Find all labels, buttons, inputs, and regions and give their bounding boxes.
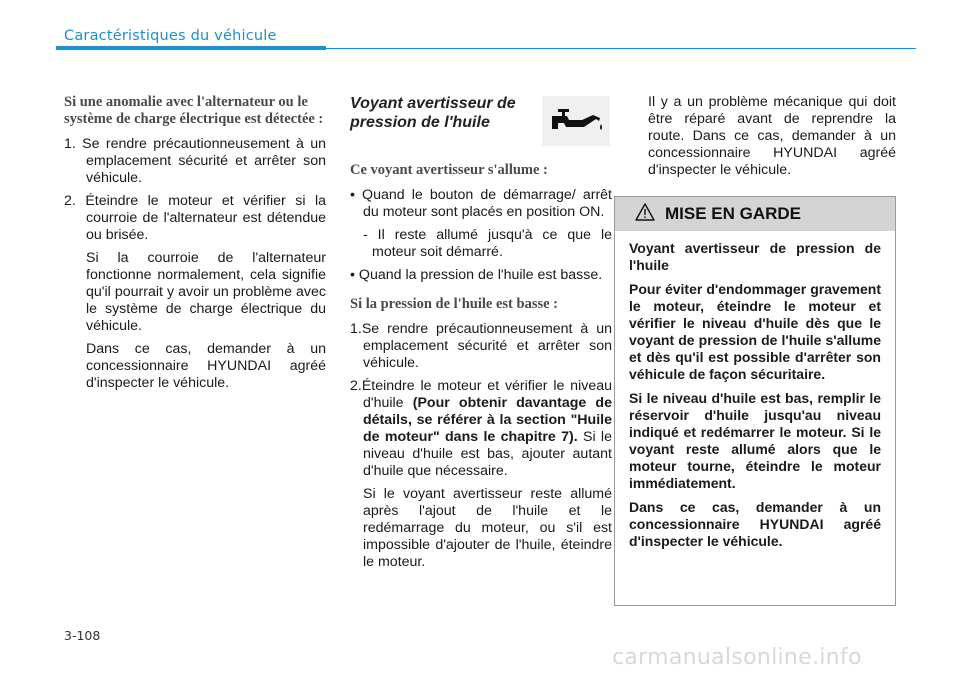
warning-header [615, 197, 895, 231]
oil-bullet-2: • Quand la pression de l'huile est basse. [350, 267, 603, 283]
oil-dash-1: - Il reste allumé jusqu'à ce que le moteur soit démarré. [363, 227, 612, 260]
header-rule-thin [326, 48, 916, 49]
warning-para-2: Pour éviter d'endommager gravement le moteur, éteindre le moteur et vérifier le niveau d'huile dès que le voyant de pression de l'huile s'allume et dès qu'il est possible d'arrêter son véhicule de façon sécuritaire. [629, 281, 881, 382]
oil-subhead-on: Ce voyant avertisseur s'allume : [350, 162, 548, 178]
oil-subhead-low: Si la pression de l'huile est basse : [350, 296, 558, 312]
alternator-heading: Si une anomalie avec l'alternateur ou le système de charge électrique est détectée : [64, 94, 324, 127]
warning-title: MISE EN GARDE [665, 204, 802, 223]
warning-body [615, 231, 895, 550]
warning-para-4: Dans ce cas, demander à un concessionnaire HYUNDAI agréé d'inspecter le véhicule. [629, 499, 881, 549]
column-continued [648, 94, 896, 185]
warning-triangle-icon [635, 203, 655, 226]
header-rule-thick [56, 46, 326, 50]
page-number: 3-108 [64, 628, 101, 643]
mechanical-problem-text: Il y a un problème mécanique qui doit être réparé avant de reprendre la route. Dans ce cas, demander à un concessionnaire HYUNDAI agréé d'inspecter le véhicule. [648, 94, 896, 178]
oil-pressure-title: Voyant avertisseur de pression de l'huile [350, 95, 516, 131]
oil-step-2-bold: (Pour obtenir davantage de détails, se référer à la section "Huile de moteur" dans le chapitre 7). [363, 395, 612, 445]
alternator-step-2-para-2: Dans ce cas, demander à un concessionnaire HYUNDAI agréé d'inspecter le véhicule. [86, 341, 326, 391]
column-oil-pressure [350, 94, 612, 577]
section-title: Caractéristiques du véhicule [64, 28, 277, 44]
column-alternator [64, 94, 326, 398]
warning-para-3: Si le niveau d'huile est bas, remplir le réservoir d'huile jusqu'au niveau indiqué et redémarrer le moteur. Si le voyant reste allumé alors que le moteur tourne, éteindre le moteur immédiatement. [629, 390, 881, 491]
oil-step-1: 1.Se rendre précautionneusement à un emplacement sécurité et arrêter son véhicule. [350, 321, 612, 371]
alternator-step-1: 1. Se rendre précautionneusement à un emplacement sécurité et arrêter son véhicule. [64, 136, 326, 186]
oil-step-2-para: Si le voyant avertisseur reste allumé après l'ajout de l'huile et le redémarrage du moteur, ou s'il est impossible d'ajouter de l'huile, éteindre le moteur. [363, 486, 612, 570]
oil-bullet-1: • Quand le bouton de démarrage/ arrêt du moteur sont placés en position ON. [350, 187, 612, 220]
watermark: carmanualsonline.info [612, 645, 862, 670]
alternator-step-2: 2. Éteindre le moteur et vérifier si la courroie de l'alternateur est détendue ou brisée. [64, 193, 326, 243]
oil-step-2-tail: Si le niveau d'huile est bas, ajouter autant d'huile que nécessaire. [363, 429, 612, 479]
alternator-step-2-para-1: Si la courroie de l'alternateur fonctionne normalement, cela signifie qu'il pourrait y avoir un problème avec le système de charge électrique du véhicule. [86, 250, 326, 334]
warning-para-1: Voyant avertisseur de pression de l'huile [629, 240, 881, 273]
oil-step-2 [350, 378, 612, 480]
oil-step-2-text: 2.Éteindre le moteur et vérifier le niveau d'huile [350, 378, 612, 411]
warning-box [614, 196, 896, 606]
